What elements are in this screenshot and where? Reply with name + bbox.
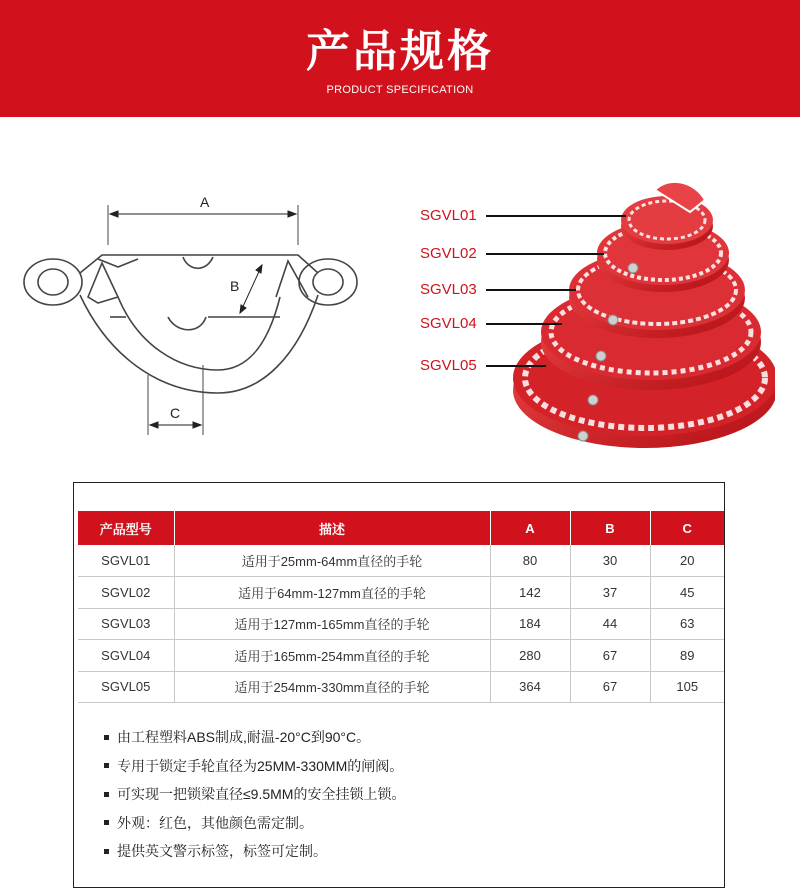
column-header-b: B <box>570 511 650 545</box>
table-row <box>78 577 724 609</box>
bullet-icon <box>104 735 109 740</box>
page-title: 产品规格 <box>306 26 494 77</box>
product-photo <box>505 160 775 460</box>
dimension-c-label: C <box>170 405 181 421</box>
cell-c: 105 <box>650 671 724 703</box>
list-item <box>104 752 405 781</box>
leader-line <box>486 323 562 325</box>
cell-description: 适用于127mm-165mm直径的手轮 <box>174 608 490 640</box>
feature-text: 提供英文警示标签，标签可定制。 <box>117 843 327 860</box>
cell-model: SGVL04 <box>78 640 174 672</box>
cell-c: 45 <box>650 577 724 609</box>
spec-table <box>78 511 724 703</box>
bullet-icon <box>104 763 109 768</box>
table-row <box>78 545 724 577</box>
cell-c: 89 <box>650 640 724 672</box>
cell-model: SGVL03 <box>78 608 174 640</box>
model-label-sgvl01: SGVL01 <box>420 207 477 224</box>
list-item <box>104 809 405 838</box>
list-item <box>104 780 405 809</box>
leader-line <box>486 215 626 217</box>
cell-model: SGVL02 <box>78 577 174 609</box>
model-label-sgvl05: SGVL05 <box>420 357 477 374</box>
cell-a: 364 <box>490 671 570 703</box>
cell-b: 67 <box>570 671 650 703</box>
cell-c: 20 <box>650 545 724 577</box>
dimension-a-label: A <box>200 194 210 210</box>
cell-b: 44 <box>570 608 650 640</box>
header-banner <box>0 0 800 117</box>
dimension-diagram <box>18 185 368 435</box>
column-header-a: A <box>490 511 570 545</box>
cell-description: 适用于64mm-127mm直径的手轮 <box>174 577 490 609</box>
model-label-sgvl02: SGVL02 <box>420 245 477 262</box>
model-label-sgvl03: SGVL03 <box>420 281 477 298</box>
cell-model: SGVL05 <box>78 671 174 703</box>
feature-text: 由工程塑料ABS制成,耐温-20°C到90°C。 <box>117 729 371 746</box>
page-subtitle: PRODUCT SPECIFICATION <box>326 84 474 96</box>
cell-a: 280 <box>490 640 570 672</box>
list-item <box>104 837 405 866</box>
table-row <box>78 608 724 640</box>
feature-text: 外观：红色，其他颜色需定制。 <box>117 814 313 831</box>
table-row <box>78 671 724 703</box>
feature-text: 专用于锁定手轮直径为25MM-330MM的闸阀。 <box>117 757 404 774</box>
leader-line <box>486 289 576 291</box>
cell-c: 63 <box>650 608 724 640</box>
cell-a: 80 <box>490 545 570 577</box>
cell-description: 适用于165mm-254mm直径的手轮 <box>174 640 490 672</box>
list-item <box>104 723 405 752</box>
spec-panel <box>73 482 725 888</box>
table-header-row <box>78 511 724 545</box>
feature-list <box>104 723 405 866</box>
column-header-model: 产品型号 <box>78 511 174 545</box>
cell-description: 适用于254mm-330mm直径的手轮 <box>174 671 490 703</box>
cell-b: 67 <box>570 640 650 672</box>
column-header-c: C <box>650 511 724 545</box>
cell-b: 30 <box>570 545 650 577</box>
bullet-icon <box>104 792 109 797</box>
feature-text: 可实现一把锁梁直径≤9.5MM的安全挂锁上锁。 <box>117 786 406 803</box>
bullet-icon <box>104 849 109 854</box>
leader-line <box>486 253 604 255</box>
bullet-icon <box>104 820 109 825</box>
dimension-b-label: B <box>230 278 240 294</box>
cell-a: 184 <box>490 608 570 640</box>
cell-b: 37 <box>570 577 650 609</box>
column-header-description: 描述 <box>174 511 490 545</box>
model-label-sgvl04: SGVL04 <box>420 315 477 332</box>
cell-model: SGVL01 <box>78 545 174 577</box>
cell-a: 142 <box>490 577 570 609</box>
table-row <box>78 640 724 672</box>
cell-description: 适用于25mm-64mm直径的手轮 <box>174 545 490 577</box>
leader-line <box>486 365 546 367</box>
